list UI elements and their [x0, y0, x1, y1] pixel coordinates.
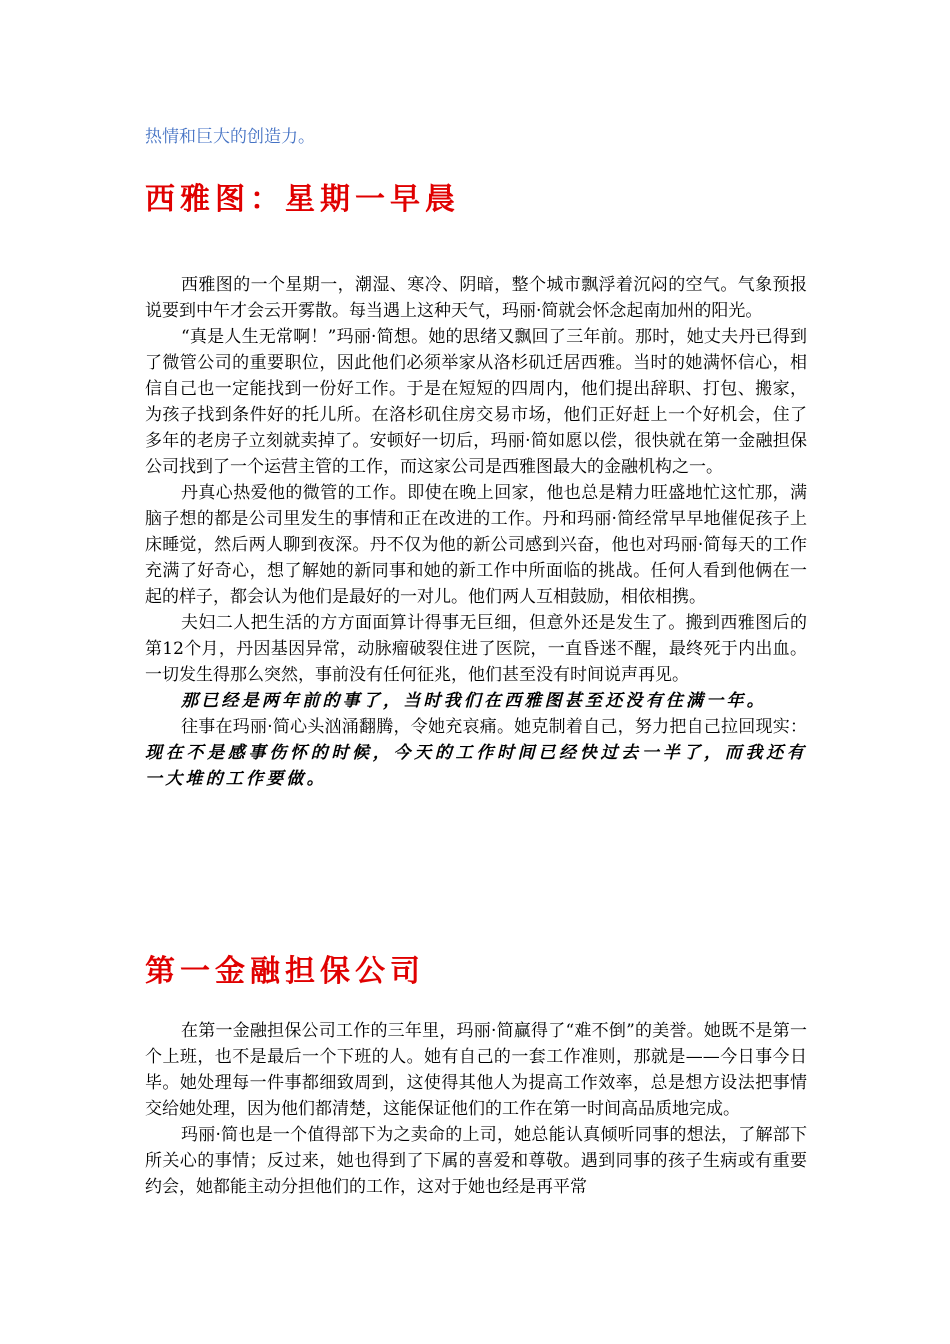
- paragraph: 丹真心热爱他的微管的工作。即使在晚上回家，他也总是精力旺盛地忙这忙那，满脑子想的都是公司里发生的事情和正在改进的工作。丹和玛丽·简经常早早地催促孩子上床睡觉，然后两人聊到夜深。丹不仅为他的新公司感到兴奋，他也对玛丽·简每天的工作充满了好奇心，想了解她的新同事和她的新工作中所面临的挑战。任何人看到他俩在一起的样子，都会认为他们是最好的一对儿。他们两人互相鼓励，相依相携。: [145, 483, 807, 607]
- paragraph: [145, 714, 807, 792]
- paragraph: “真是人生无常啊！”玛丽·简想。她的思绪又飘回了三年前。那时，她丈夫丹已得到了微管公司的重要职位，因此他们必须举家从洛杉矶迁居西雅。当时的她满怀信心，相信自己也一定能找到一份好工作。于是在短短的四周内，他们提出辞职、打包、搬家，为孩子找到条件好的托儿所。在洛杉矶住房交易市场，他们正好赶上一个好机会，住了多年的老房子立刻就卖掉了。安顿好一切后，玛丽·简如愿以偿，很快就在第一金融担保公司找到了一个运营主管的工作，而这家公司是西雅图最大的金融机构之一。: [145, 327, 807, 477]
- intro-line: 热情和巨大的创造力。: [145, 127, 315, 147]
- paragraph: 夫妇二人把生活的方方面面算计得事无巨细，但意外还是发生了。搬到西雅图后的第12个月，丹因基因异常，动脉瘤破裂住进了医院，一直昏迷不醒，最终死于内出血。一切发生得那么突然，事前没有任何征兆，他们甚至没有时间说声再见。: [145, 613, 807, 685]
- paragraph-plain-text: 往事在玛丽·简心头汹涌翻腾，令她充哀痛。她克制着自己，努力把自己拉回现实：: [181, 717, 807, 737]
- section-heading-seattle-monday: 西雅图：星期一早晨: [145, 182, 460, 217]
- paragraph: 西雅图的一个星期一，潮湿、寒冷、阴暗，整个城市飘浮着沉闷的空气。气象预报说要到中午才会云开雾散。每当遇上这种天气，玛丽·简就会怀念起南加州的阳光。: [145, 275, 807, 321]
- section-seattle-monday: [145, 272, 807, 792]
- paragraph: 在第一金融担保公司工作的三年里，玛丽·简赢得了“难不倒”的美誉。她既不是第一个上班，也不是最后一个下班的人。她有自己的一套工作准则，那就是——今日事今日毕。她处理每一件事都细致周到，这使得其他人为提高工作效率，总是想方设法把事情交给她处理，因为他们都清楚，这能保证他们的工作在第一时间高品质地完成。: [145, 1021, 807, 1119]
- inner-thought-emphasis: 现在不是感事伤怀的时候，今天的工作时间已经快过去一半了，而我还有一大堆的工作要做。: [145, 743, 807, 789]
- section-heading-first-finance: 第一金融担保公司: [145, 954, 425, 989]
- section-first-finance: [145, 1018, 807, 1200]
- paragraph: 玛丽·简也是一个值得部下为之卖命的上司，她总能认真倾听同事的想法，了解部下所关心的事情；反过来，她也得到了下属的喜爱和尊敬。遇到同事的孩子生病或有重要约会，她都能主动分担他们的工作，这对于她也经是再平常: [145, 1125, 807, 1197]
- inner-thought-quote: 那已经是两年前的事了，当时我们在西雅图甚至还没有住满一年。: [181, 691, 767, 711]
